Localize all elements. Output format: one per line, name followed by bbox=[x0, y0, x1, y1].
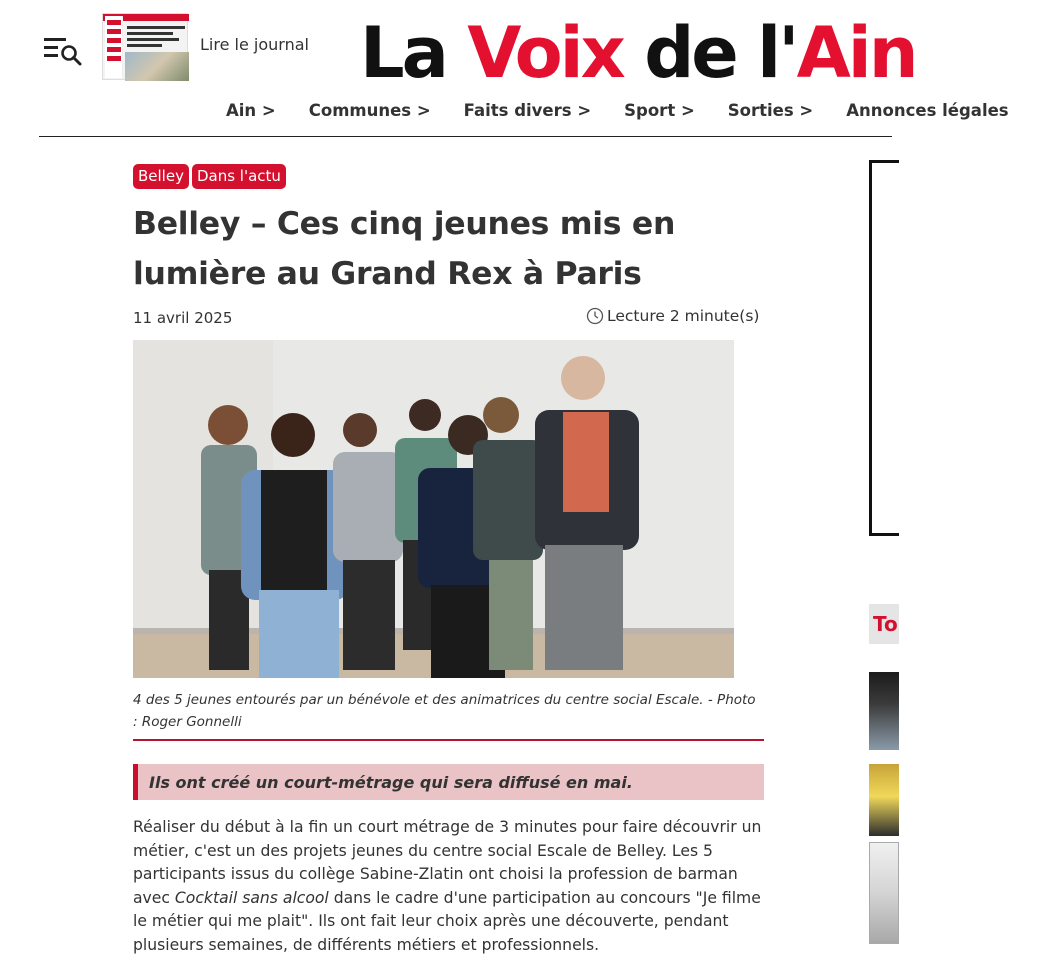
clock-icon bbox=[586, 307, 604, 325]
logo-word-voix: Voix bbox=[467, 12, 623, 94]
article-body-italic: Cocktail sans alcool bbox=[174, 888, 329, 907]
tag-dans-lactu[interactable]: Dans l'actu bbox=[192, 164, 286, 189]
reading-time-label: Lecture 2 minute(s) bbox=[607, 307, 760, 325]
article-body bbox=[133, 816, 765, 957]
journal-cover-headlines bbox=[127, 26, 185, 50]
article-tags bbox=[133, 164, 286, 189]
article-photo[interactable] bbox=[133, 340, 734, 678]
article-body-part1: Réaliser du début à la fin un court métrage de 3 minutes pour faire découvrir un métier, c'est un des projets jeunes du centre social Escale de Belley. Les 5 participants issus du collège Sabine-Zlatin ont choisi la profession de barman avec bbox=[133, 818, 762, 907]
sidebar-article-thumb[interactable] bbox=[869, 672, 899, 750]
article-lead bbox=[133, 764, 764, 800]
sidebar-article-thumb[interactable] bbox=[869, 764, 899, 836]
nav-item-communes[interactable]: Communes > bbox=[308, 101, 431, 120]
site-logo[interactable] bbox=[360, 10, 916, 96]
header-divider bbox=[39, 136, 892, 137]
sidebar-section-label: To bbox=[873, 612, 898, 636]
menu-search-icon bbox=[43, 35, 83, 67]
tag-belley[interactable]: Belley bbox=[133, 164, 189, 189]
reading-time bbox=[586, 307, 759, 325]
sidebar-section-header bbox=[869, 604, 899, 644]
sidebar-article-thumb[interactable] bbox=[869, 842, 899, 944]
article-lead-text: Ils ont créé un court-métrage qui sera diffusé en mai. bbox=[149, 772, 633, 792]
nav-item-ain[interactable]: Ain > bbox=[226, 101, 276, 120]
article-body-part2: dans le cadre d'une participation au concours "Je filme le métier qui me plait". Ils ont fait leur choix après une découverte, pendant plusieurs semaines, de différents métiers et professionnels. bbox=[133, 888, 761, 954]
nav-item-sorties[interactable]: Sorties > bbox=[727, 101, 814, 120]
article-date: 11 avril 2025 bbox=[133, 309, 233, 327]
journal-cover-thumbnail[interactable] bbox=[102, 13, 188, 80]
menu-search-button[interactable] bbox=[43, 35, 83, 67]
group-photo-illustration bbox=[133, 340, 734, 678]
ad-frame bbox=[869, 160, 899, 536]
nav-item-faits-divers[interactable]: Faits divers > bbox=[463, 101, 592, 120]
journal-cover-logo bbox=[105, 16, 123, 78]
nav-item-sport[interactable]: Sport > bbox=[624, 101, 695, 120]
nav-item-annonces-legales[interactable]: Annonces légales bbox=[846, 101, 1009, 120]
main-nav bbox=[226, 101, 1042, 120]
logo-word-la: La bbox=[360, 12, 446, 94]
caption-divider bbox=[133, 739, 764, 741]
logo-word-ain: Ain bbox=[796, 12, 916, 94]
article-title: Belley – Ces cinq jeunes mis en lumière au Grand Rex à Paris bbox=[133, 206, 676, 292]
journal-cover-photo bbox=[125, 52, 189, 81]
read-journal-link[interactable]: Lire le journal bbox=[200, 35, 309, 54]
logo-word-de: de l' bbox=[644, 12, 797, 94]
photo-caption: 4 des 5 jeunes entourés par un bénévole et des animatrices du centre social Escale. - Photo : Roger Gonnelli bbox=[133, 692, 756, 730]
